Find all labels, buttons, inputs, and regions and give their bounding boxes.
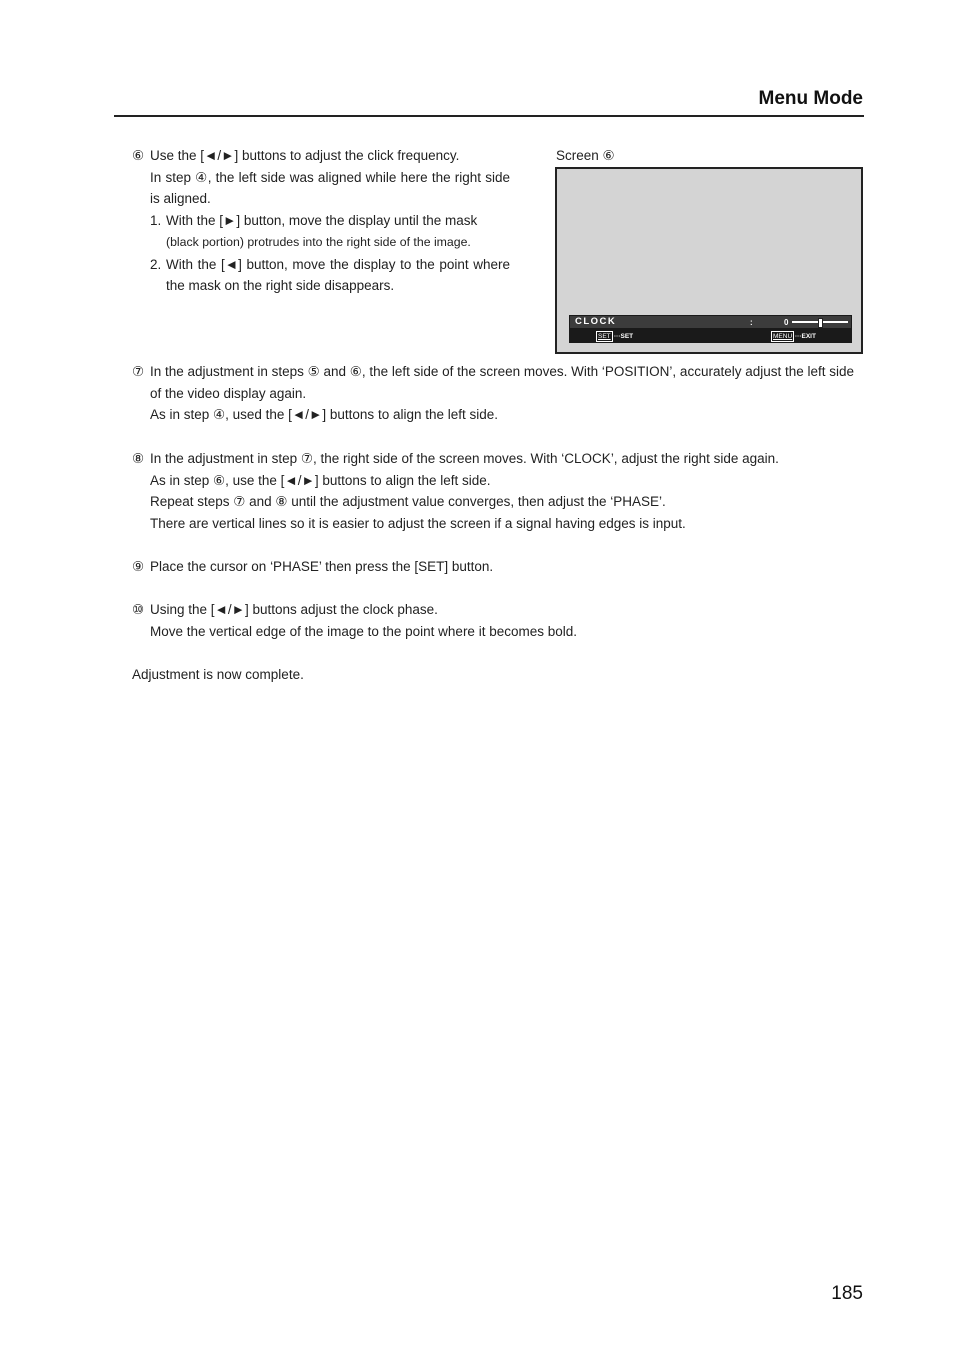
substep-2-number: 2. [150,256,162,272]
step-7 [132,361,867,426]
screen-illustration [555,167,863,354]
screen-label: Screen ⑥ [556,148,615,163]
step-7-line1: In the adjustment in steps ⑤ and ⑥, the left side of the screen moves. With ‘POSITION’, accurately adjust the left side of the video display again. [150,364,855,401]
header-divider [114,115,864,117]
osd-menu-key: MENU [773,333,793,340]
step-8-line4: There are vertical lines so it is easier to adjust the screen if a signal having edges is input. [150,515,686,531]
step-6-intro [132,145,510,167]
osd-value: 0 [784,318,789,327]
page-title: Menu Mode [758,88,863,109]
step-6-number: ⑥ [132,148,145,163]
step-6-substep-1 [132,210,510,254]
step-8-line2: As in step ⑥, use the [◄/►] buttons to align the left side. [150,472,491,488]
step-9 [132,556,867,578]
closing-text: Adjustment is now complete. [132,667,304,682]
step-8-number: ⑧ [132,451,145,466]
step-10-number: ⑩ [132,602,145,617]
step-8-line1: In the adjustment in step ⑦, the right side of the screen moves. With ‘CLOCK’, adjust the right side again. [150,451,779,466]
step-10 [132,599,867,642]
step-7-line2: As in step ④, used the [◄/►] buttons to align the left side. [150,407,499,422]
step-6-line1: Use the [◄/►] buttons to adjust the click frequency. [150,148,460,163]
osd-item-label: CLOCK [575,316,617,327]
substep-1-text: With the [►] button, move the display until the mask [166,212,478,228]
osd-help-row [569,330,852,342]
step-6-substep-2 [132,254,510,297]
page-number: 185 [831,1283,863,1304]
step-9-number: ⑨ [132,559,145,574]
step-6 [132,145,510,297]
step-7-number: ⑦ [132,364,145,379]
osd-set-key: SET [598,333,611,340]
step-6-line2: In step ④, the left side was aligned while here the right side is aligned. [150,169,510,206]
step-10-line2: Move the vertical edge of the image to the point where it becomes bold. [150,623,577,639]
osd-colon: : [750,318,753,327]
osd-menu-action: ···EXIT [795,333,816,340]
step-8-line3: Repeat steps ⑦ and ⑧ until the adjustment value converges, then adjust the ‘PHASE’. [150,494,666,509]
step-9-line1: Place the cursor on ‘PHASE’ then press the [SET] button. [150,559,494,574]
osd-set-action: ···SET [614,333,634,340]
substep-1-number: 1. [150,212,162,228]
substep-2-text: With the [◄] button, move the display to the point where the mask on the right side disappears. [166,256,510,293]
osd-slider-knob [818,318,823,328]
step-8 [132,448,867,534]
substep-1-text2: (black portion) protrudes into the right side of the image. [166,235,471,249]
osd-menu-bar [569,315,852,343]
step-10-line1: Using the [◄/►] buttons adjust the clock phase. [150,602,438,617]
osd-item-row [570,316,851,328]
